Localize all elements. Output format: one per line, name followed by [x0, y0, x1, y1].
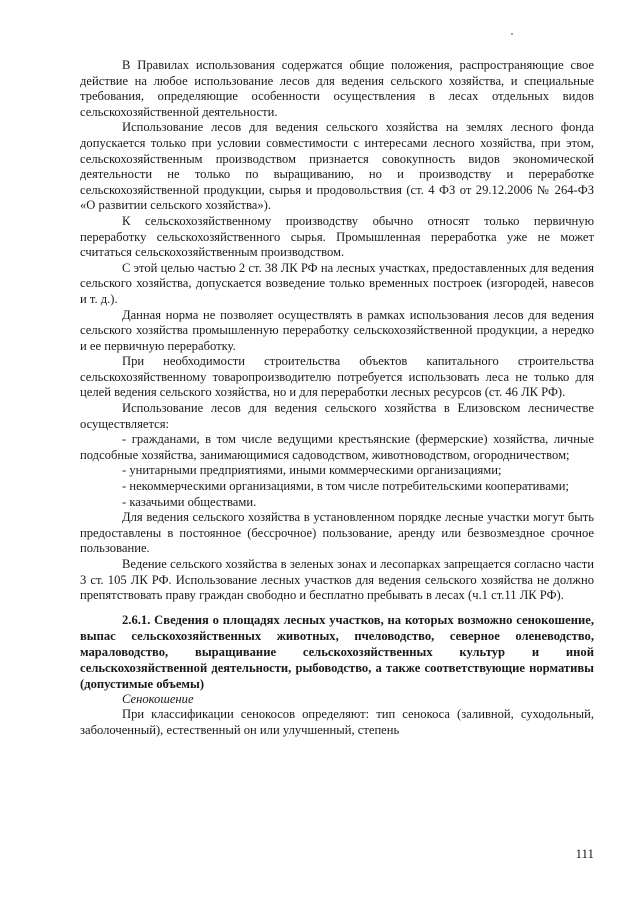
list-item-2: - унитарными предприятиями, иными коммерческими организациями; — [122, 463, 502, 478]
list-item-3: - некоммерческими организациями, в том числе потребительскими кооперативами; — [122, 479, 569, 494]
paragraph-2: Использование лесов для ведения сельского хозяйства на землях лесного фонда допускается только при условии совместимости с интересами лесного хозяйства, при этом, сельскохозяйственным производством признается совокупность видов экономической деятельности не только по выращиванию, но и производству и переработке сельскохозяйственной продукции, сырья и продовольствия (ст. 4 ФЗ от 29.12.2006 № 264-ФЗ «О развитии сельского хозяйства»). — [80, 120, 594, 213]
paragraph-7: Использование лесов для ведения сельского хозяйства в Елизовском лесничестве осуществляется: — [80, 401, 594, 431]
subheading: Сенокошение — [122, 691, 194, 706]
paragraph-9: Ведение сельского хозяйства в зеленых зонах и лесопарках запрещается согласно части 3 ст. 105 ЛК РФ. Использование лесных участков для ведения сельского хозяйства не должно препятствовать праву граждан свободно и бесплатно пребывать в лесах (ч.1 ст.11 ЛК РФ). — [80, 557, 594, 603]
document-body — [80, 58, 594, 739]
paragraph-6: При необходимости строительства объектов капитального строительства сельскохозяйственному товаропроизводителю потребуется использовать леса не только для целей ведения сельского хозяйства, но и для переработки лесных ресурсов (ст. 46 ЛК РФ). — [80, 354, 594, 400]
paragraph-1: В Правилах использования содержатся общие положения, распространяющие свое действие на любое использование лесов для ведения сельского хозяйства, и специальные требования, определяющие особенности осуществления в лесах отдельных видов сельскохозяйственной деятельности. — [80, 58, 594, 119]
final-paragraph: При классификации сенокосов определяют: тип сенокоса (заливной, суходольный, заболоченный), естественный он или улучшенный, степень — [80, 707, 594, 737]
section-heading: 2.6.1. Сведения о площадях лесных участков, на которых возможно сенокошение, выпас сельскохозяйственных животных, пчеловодство, северное оленеводство, мараловодство, выращивание сельскохозяйственных культур и иной сельскохозяйственной деятельности, рыбоводство, а также соответствующие нормативы (допустимые объемы) — [80, 612, 594, 691]
paragraph-5: Данная норма не позволяет осуществлять в рамках использования лесов для ведения сельского хозяйства промышленную переработку сельскохозяйственной продукции, а нередко и ее первичную переработку. — [80, 307, 594, 353]
list-item-1: - гражданами, в том числе ведущими крестьянские (фермерские) хозяйства, личные подсобные хозяйства, занимающимися садоводством, животноводством, огородничеством; — [80, 432, 594, 462]
paragraph-8: Для ведения сельского хозяйства в установленном порядке лесные участки могут быть предоставлены в постоянное (бессрочное) пользование, аренду или безвозмездное срочное пользование. — [80, 510, 594, 556]
paragraph-3: К сельскохозяйственному производству обычно относят только первичную переработку сельскохозяйственного сырья. Промышленная переработка уже не может считаться сельскохозяйственным производством. — [80, 213, 594, 260]
page-number: 111 — [575, 846, 594, 861]
list-item-4: - казачьими обществами. — [122, 494, 257, 509]
paragraph-4: С этой целью частью 2 ст. 38 ЛК РФ на лесных участках, предоставленных для ведения сельского хозяйства, допускается возведение только временных построек (изгородей, навесов и т. д.). — [80, 260, 594, 306]
scan-artifact-dot — [511, 33, 513, 35]
